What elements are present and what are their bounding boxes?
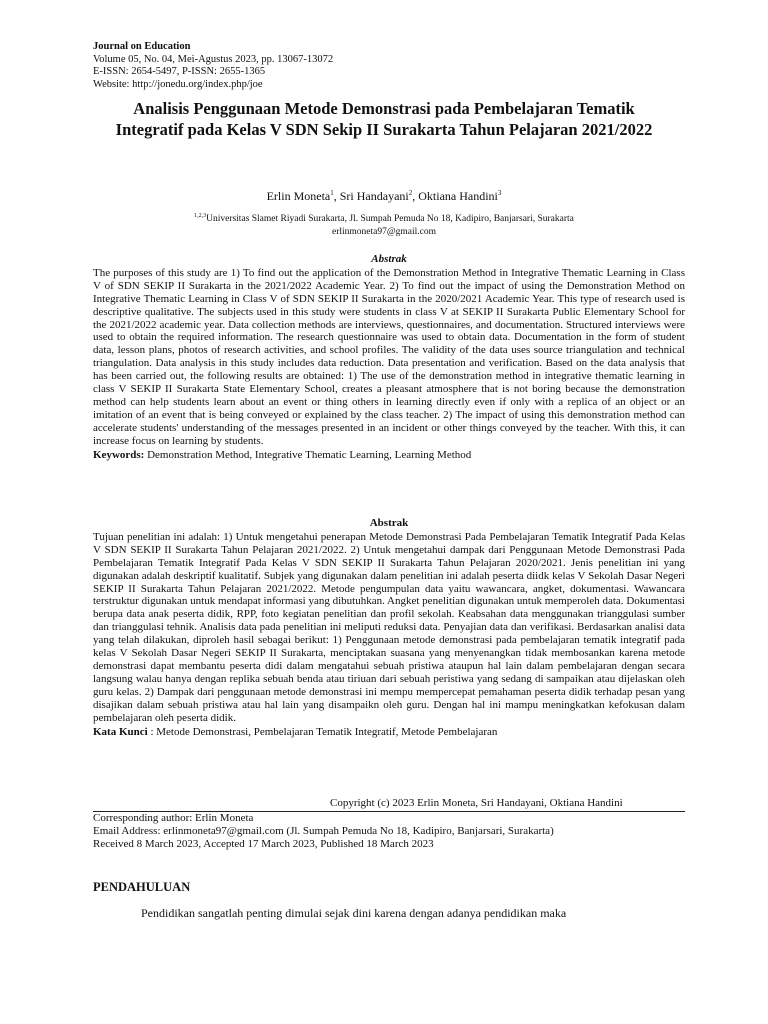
- journal-header: [93, 41, 333, 91]
- journal-issn: E-ISSN: 2654-5497, P-ISSN: 2655-1365: [93, 66, 266, 78]
- author-name: Oktiana Handini: [418, 189, 498, 203]
- keywords-label: Keywords:: [93, 448, 145, 461]
- journal-volume: Volume 05, No. 04, Mei-Agustus 2023, pp. 13067-13072: [93, 53, 334, 65]
- corresponding-email: Email Address: erlinmoneta97@gmail.com (Jl. Sumpah Pemuda No 18, Kadipiro, Banjarsari, Surakarta): [93, 825, 554, 838]
- keywords-text: Demonstration Method, Integrative Thematic Learning, Learning Method: [144, 448, 472, 461]
- author-name: Sri Handayani: [339, 189, 409, 203]
- journal-website: Website: http://jonedu.org/index.php/joe: [93, 78, 263, 90]
- author-affil-mark: 3: [497, 189, 502, 197]
- paper-title: Analisis Penggunaan Metode Demonstrasi pada Pembelajaran Tematik Integratif pada Kelas V SDN Sekip II Surakarta Tahun Pelajaran 2021/2022: [115, 99, 653, 139]
- affiliation-mark: 1,2,3: [194, 213, 207, 219]
- abstract-heading: Abstrak: [369, 517, 409, 529]
- publication-dates: Received 8 March 2023, Accepted 17 March 2023, Published 18 March 2023: [93, 838, 434, 851]
- author-separator: ,: [333, 189, 340, 203]
- author-separator: ,: [412, 189, 419, 203]
- abstract-indonesian: [93, 517, 685, 738]
- affiliation-text: Universitas Slamet Riyadi Surakarta, Jl. Sumpah Pemuda No 18, Kadipiro, Banjarsari, Surakarta: [206, 214, 574, 225]
- keywords-text: : Metode Demonstrasi, Pembelajaran Tematik Integratif, Metode Pembelajaran: [147, 725, 498, 738]
- abstract-heading: Abstrak: [371, 253, 407, 265]
- author-email: erlinmoneta97@gmail.com: [332, 227, 436, 238]
- author-affil-mark: 1: [330, 189, 334, 197]
- abstract-body: Tujuan penelitian ini adalah: 1) Untuk mengetahui penerapan Metode Demonstrasi Pada Pembelajaran Tematik Integratif Pada Kelas V SDN SEKIP II Surakarta Tahun Pelajaran 2021/2022. 2) Untuk mengetahui dampak dari Penggunaan Metode Demonstrasi Pada Pembelajaran Tematik Integratif Pada Kelas V SDN SEKIP II Surakarta Tahun Pelajaran 2020/2021. Jenis penelitian ini yang digunakan adalah deskriptif kualitatif. Subjek yang digunakan dalam penelitian ini adalah peserta diidk kelas V Sekolah Dasar Negeri SEKIP II Surakarta Tahun Pelajaran 2021/2022. Metode pengumpulan data yaitu wawancara, angket, dokumentasi. Wawancara terstruktur digunakan untuk mendapat informasi yang dibutuhkan. Angket penelitian digunakan untuk memperoleh data. Dokumentasi berupa data anak peserta didik, RPP, foto kegiatan penelitian dan profil sekolah. Keabsahan data menggunakan trianggulasi sumber dan trianggulasi tehnik. Analisis data pada penelitian ini meliputi reduksi data. Penyajian data dan verifikasi. Berdasarkan analisi data yang telah dilakukan, diproleh hasil sebagai berikut: 1) Penggunaan metode demonstrasi pada pembelajaran tematik integratif pada kelas V Sekolah Dasar Negeri SEKIP II Surakarta, menciptakan suasana yang menyenangkan tidak membosankan karena metode demonstrasi dapat membantu peserta didi dalam mengatahui sebuah pristiwa ataupun hal lain dalam pembelajaran dengan secara langsung walau hanya dengan replika sebuah benda atau tiriuan dari sebuah peristiwa yang sedang di sampaikan atau dijelaskan oleh guru kelas. 2) Dampak dari penggunaan metode demonstrasi ini mempu mempercepat pemahaman peserta didik terhadap pesan yang disajikan dalam sebuah pristiwa atau hal lain yang disampaikn oleh guru. Dengan hal ini mampu meningkatkan kefokusan dalam pembelajaran oleh peserta didik.: [93, 530, 685, 724]
- abstract-english: [93, 253, 685, 462]
- corresponding-author: Corresponding author: Erlin Moneta: [93, 812, 254, 824]
- keywords-label: Kata Kunci: [93, 725, 148, 738]
- copyright-line: Copyright (c) 2023 Erlin Moneta, Sri Handayani, Oktiana Handini: [330, 797, 623, 809]
- author-list: [0, 189, 768, 204]
- journal-name: Journal on Education: [93, 41, 191, 52]
- keywords: [93, 726, 685, 739]
- affiliation: [0, 210, 768, 239]
- keywords: [93, 449, 685, 462]
- correspondence: [93, 812, 554, 852]
- section-heading: PENDAHULUAN: [93, 880, 191, 894]
- abstract-body: The purposes of this study are 1) To find out the application of the Demonstration Method in Integrative Thematic Learning in Class V of SDN SEKIP II Surakarta in the 2021/2022 Academic Year. 2) To find out the impact of using the Demonstration Method on Integrative Thematic Learning in Class V of SDN SEKIP II Surakarta in the 2020/2021 Academic Year. This type of research used is descriptive qualitative. The subjects used in this study were students in class V at SEKIP II Surakarta Public Elementary School for the 2021/2022 academic year. Data collection methods are interviews, questionnaires, and documentation. Structured interviews were used to obtain the required information. The research questionnaire was used to obtain data. Documentation in the form of student data, lesson plans, photos of research activities, and school profiles. The validity of the data uses source triangulation and technical triangulation. Data analysis in this study includes data reduction. Data presentation and verification. Based on the data analysis that has been carried out, the following results are obtained: 1) The use of the demonstration method in integrative thematic learning in class V SEKIP II Surakarta State Elementary School, creates a pleasant atmosphere that is not boring because the demonstration method can help students learn about an event or thing others in learning directly even if only with a replica of an object or an imitation of an event that is being conveyed or explained by the class teacher. 2) The impact of using this demonstration method can accelerate students' understanding of the messages presented in an incident or other things conveyed by the teacher. With this, it can increase focus on learning by students.: [93, 266, 685, 447]
- author-affil-mark: 2: [408, 189, 413, 197]
- author-name: Erlin Moneta: [266, 189, 331, 203]
- section-body-first-line: Pendidikan sangatlah penting dimulai sejak dini karena dengan adanya pendidikan maka: [141, 906, 567, 920]
